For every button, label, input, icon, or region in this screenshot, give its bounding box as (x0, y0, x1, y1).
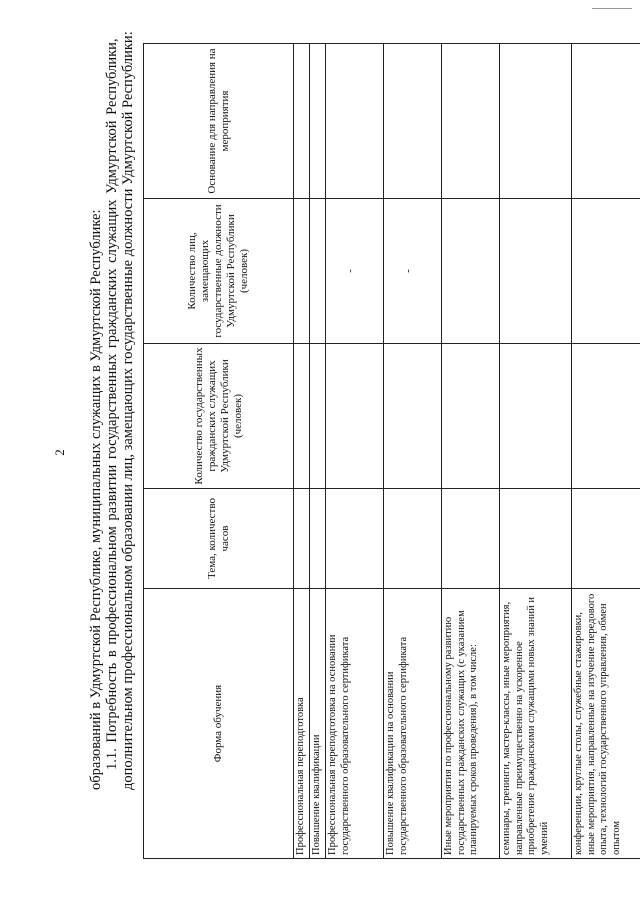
table-row (294, 44, 310, 859)
header-form: Форма обучения (144, 589, 294, 859)
cell-civil-servants (572, 344, 640, 489)
cell-civil-servants (310, 344, 326, 489)
table-row (384, 44, 442, 859)
cell-topic (442, 489, 500, 589)
cell-basis (500, 44, 572, 199)
header-basis: Основание для направления на мероприятия (144, 44, 294, 199)
cell-form: конференции, круглые столы, служебные стажировки, иные мероприятия, направленные на изучение передового опыта, технологий государственного управления, обмен опытом (572, 589, 640, 859)
cell-basis (294, 44, 310, 199)
cell-officials-dash: - (403, 269, 414, 273)
cell-form: Иные мероприятия по профессиональному развитию государственных гражданских служащих (с указанием планируемых сроков проведения), в том числе: (442, 589, 500, 859)
cell-civil-servants (384, 344, 442, 489)
cell-form: семинары, тренинги, мастер-классы, иные мероприятия, направленные преимущественно на ускоренное приобретение гражданскими служащими новых знаний и умений (500, 589, 572, 859)
cell-topic (310, 489, 326, 589)
intro-line-2: 1.1. Потребность в профессиональном развитии государственных гражданских служащих Удмуртской Республики, (104, 38, 120, 770)
cell-form: Повышение квалификации на основании государственного образовательного сертификата (384, 589, 442, 859)
cell-form: Повышение квалификации (310, 589, 326, 859)
table-header-row (144, 44, 294, 859)
cell-form: Профессиональная переподготовка на основании государственного образовательного сертификата (326, 589, 384, 859)
table-row (572, 44, 640, 859)
cell-topic (572, 489, 640, 589)
cell-officials (442, 199, 500, 344)
cell-civil-servants (326, 344, 384, 489)
cell-topic (326, 489, 384, 589)
cell-topic (294, 489, 310, 589)
cell-basis (384, 44, 442, 199)
training-needs-table (143, 43, 640, 859)
intro-line-1: образований в Удмуртской Республике, муниципальных служащих в Удмуртской Республике: (88, 209, 104, 790)
table-row (442, 44, 500, 859)
cell-topic (500, 489, 572, 589)
cell-civil-servants (294, 344, 310, 489)
cell-topic (384, 489, 442, 589)
table-row (310, 44, 326, 859)
cell-officials (500, 199, 572, 344)
header-topic: Тема, количество часов (144, 489, 294, 589)
cell-officials (572, 199, 640, 344)
cell-civil-servants (500, 344, 572, 489)
cell-form: Профессиональная переподготовка (294, 589, 310, 859)
table-row (326, 44, 384, 859)
table-row (500, 44, 572, 859)
cell-basis (326, 44, 384, 199)
page-number: 2 (52, 449, 67, 456)
cell-civil-servants (442, 344, 500, 489)
cell-officials (294, 199, 310, 344)
intro-line-3: дополнительном профессиональном образовании лиц, замещающих государственные должности Удмуртской Республики: (120, 31, 136, 790)
cell-basis (442, 44, 500, 199)
header-officials-count: Количество лиц, замещающих государственные должности Удмуртской Республики (человек) (144, 199, 294, 344)
cell-officials (310, 199, 326, 344)
header-civil-servants-count: Количество государственных гражданских служащих Удмуртской Республики (человек) (144, 344, 294, 489)
cell-officials-dash: - (345, 269, 356, 273)
cell-basis (310, 44, 326, 199)
cell-basis (572, 44, 640, 199)
